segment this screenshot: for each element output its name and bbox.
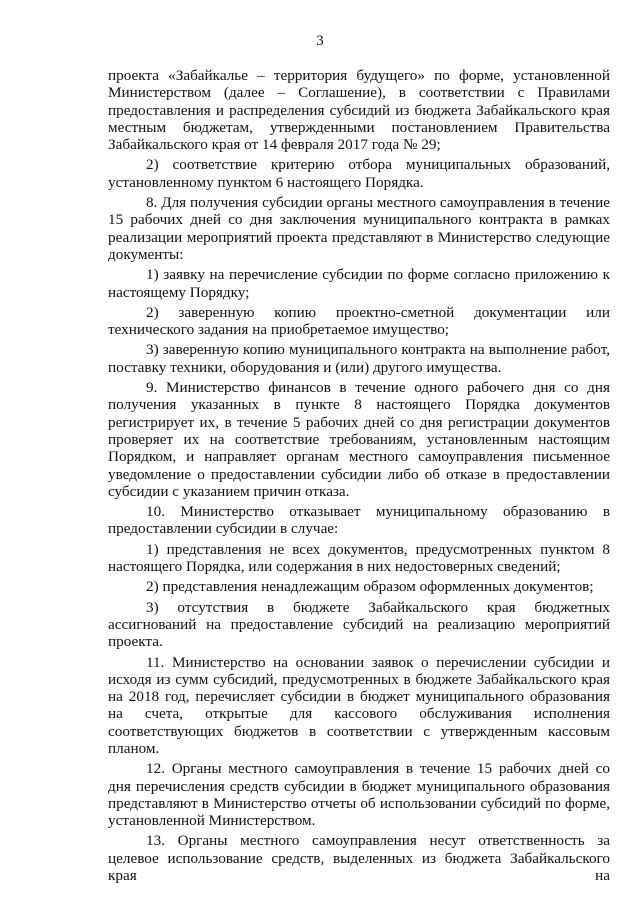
paragraph: 8. Для получения субсидии органы местного самоуправления в течение 15 рабочих дней со дня заключения муниципального контракта в рамках реализации мероприятий проекта представляют в Министерство следующие документы: — [108, 194, 610, 263]
paragraph: 3) заверенную копию муниципального контракта на выполнение работ, поставку техники, оборудования и (или) другого имущества. — [108, 341, 610, 376]
paragraph: 13. Органы местного самоуправления несут ответственность за целевое использование средств, выделенных из бюджета Забайкальского края на — [108, 832, 610, 885]
paragraph: 10. Министерство отказывает муниципальному образованию в предоставлении субсидии в случае: — [108, 503, 610, 538]
paragraph: 2) представления ненадлежащим образом оформленных документов; — [146, 578, 594, 596]
paragraph: 12. Органы местного самоуправления в течение 15 рабочих дней со дня перечисления средств субсидии в бюджет муниципального образования представляют в Министерство отчеты об использовании субсидий по форме, установленной Министерством. — [108, 760, 610, 830]
paragraph: 2) соответствие критерию отбора муниципальных образований, установленному пунктом 6 настоящего Порядка. — [108, 156, 610, 191]
paragraph: 3) отсутствия в бюджете Забайкальского края бюджетных ассигнований на предоставление субсидий на реализацию мероприятий проекта. — [108, 598, 610, 651]
paragraph: 9. Министерство финансов в течение одного рабочего дня со дня получения указанных в пункте 8 настоящего Порядка документов регистрирует их, в течение 5 рабочих дней со дня регистрации документов проверяет их на соответствие требованиям, установленным настоящим Порядком, и направляет органам местного самоуправления письменное уведомление о предоставлении субсидии либо об отказе в предоставлении субсидии с указанием причин отказа. — [108, 379, 610, 500]
page-number: 3 — [316, 33, 324, 49]
paragraph: 2) заверенную копию проектно-сметной документации или технического задания на приобретаемое имущество; — [108, 303, 610, 339]
document-body — [108, 67, 610, 887]
paragraph: 1) заявку на перечисление субсидии по форме согласно приложению к настоящему Порядку; — [108, 266, 610, 301]
paragraph: 1) представления не всех документов, предусмотренных пунктом 8 настоящего Порядка, или содержания в них недостоверных сведений; — [108, 540, 610, 576]
paragraph: проекта «Забайкалье – территория будущего» по форме, установленной Министерством (далее – Соглашение), в соответствии с Правилами предоставления и распределения субсидий из бюджета Забайкальского края местным бюджетам, утвержденными постановлением Правительства Забайкальского края от 14 февраля 2017 года № 29; — [108, 67, 610, 154]
paragraph: 11. Министерство на основании заявок о перечислении субсидии и исходя из сумм субсидий, предусмотренных в бюджете Забайкальского края на 2018 год, перечисляет субсидии в бюджет муниципального образования на счета, открытые для кассового обслуживания исполнения соответствующих бюджетов в соответствии с утвержденным кассовым планом. — [108, 653, 610, 757]
